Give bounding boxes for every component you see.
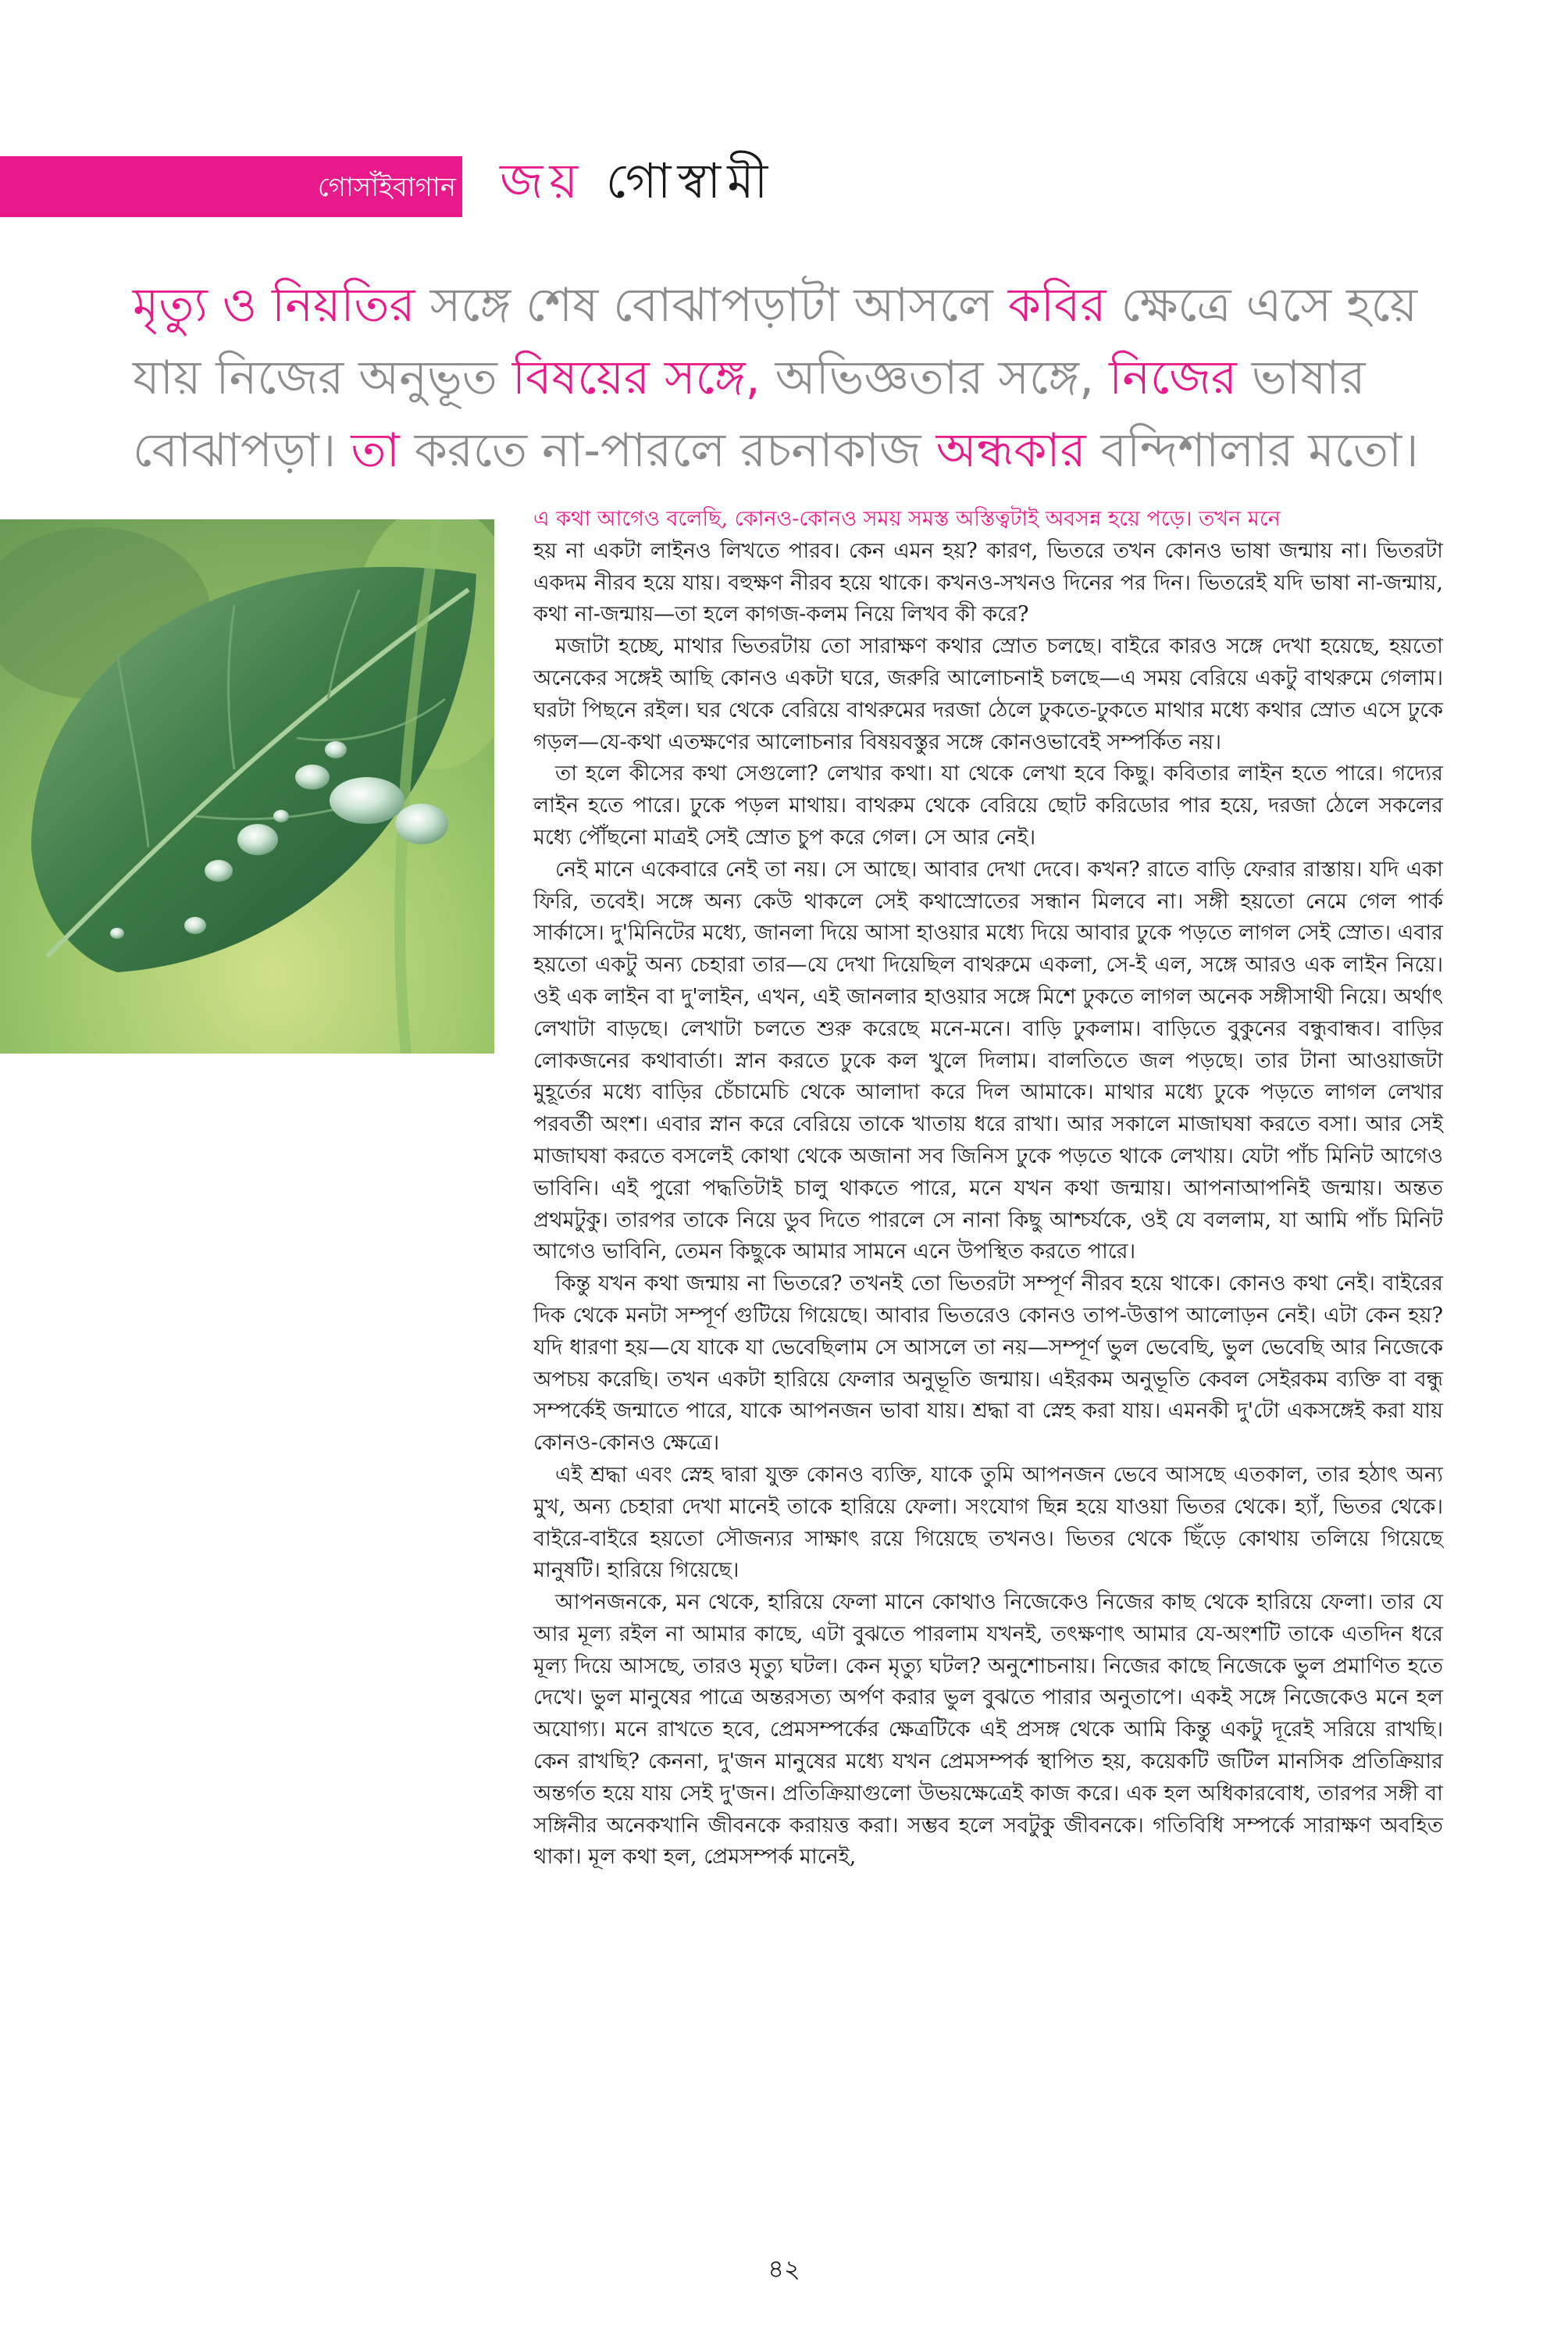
paragraph: হয় না একটা লাইনও লিখতে পারব। কেন এমন হয়? কারণ, ভিতরে তখন কোনও ভাষা জন্মায় না। ভিতরটা একদম নীরব হয়ে যায়। বহুক্ষণ নীরব হয়ে থাকে। কখনও-সখনও দিনের পর দিন। ভিতরেই যদি ভাষা না-জন্মায়, কথা না-জন্মায়—তা হলে কাগজ-কলম নিয়ে লিখব কী করে?	[533, 538, 1443, 627]
paragraph: নেই মানে একেবারে নেই তা নয়। সে আছে। আবার দেখা দেবে। কখন? রাতে বাড়ি ফেরার রাস্তায়। যদি একা ফিরি, তবেই। সঙ্গে অন্য কেউ থাকলে সেই কথাস্রোতের সন্ধান মিলবে না। সঙ্গী হয়তো নেমে গেল পার্ক সার্কাসে। দু'মিনিটের মধ্যে, জানলা দিয়ে আসা হাওয়ার মধ্যে দিয়ে আবার ঢুকে পড়তে লাগল সেই স্রোত। এবার হয়তো একটু অন্য চেহারা তার—যে দেখা দিয়েছিল বাথরুমে একলা, সে-ই এল, সঙ্গে আরও এক লাইন নিয়ে। ওই এক লাইন বা দু'লাইন, এখন, এই জানলার হাওয়ার সঙ্গে মিশে ঢুকতে লাগল অনেক সঙ্গীসাথী নিয়ে। অর্থাৎ লেখাটা বাড়ছে। লেখাটা চলতে শুরু করেছে মনে-মনে। বাড়ি ঢুকলাম। বাড়িতে বুকুনের বন্ধুবান্ধব। বাড়ির লোকজনের কথাবার্তা। স্নান করতে ঢুকে কল খুলে দিলাম। বালতিতে জল পড়ছে। তার টানা আওয়াজটা মুহূর্তের মধ্যে বাড়ির চেঁচামেচি থেকে আলাদা করে দিল আমাকে। মাথার মধ্যে ঢুকে পড়তে লাগল লেখার পরবর্তী অংশ। এবার স্নান করে বেরিয়ে তাকে খাতায় ধরে রাখা। আর সকালে মাজাঘষা করতে বসা। আর সেই মাজাঘষা করতে বসলেই কোথা থেকে অজানা সব জিনিস ঢুকে পড়তে থাকে লেখায়। যেটা পাঁচ মিনিট আগেও ভাবিনি। এই পুরো পদ্ধতিটাই চালু থাকতে পারে, মনে যখন কথা জন্মায়। আপনাআপনিই জন্মায়। অন্তত প্রথমটুকু। তারপর তাকে নিয়ে ডুব দিতে পারলে সে নানা কিছু আশ্চর্যকে, ওই যে বললাম, যা আমি পাঁচ মিনিট আগেও ভাবিনি, তেমন কিছুকে আমার সামনে এনে উপস্থিত করতে পারে।	[533, 857, 1443, 1264]
pull-quote-highlight: মৃত্যু ও নিয়তির	[133, 278, 415, 333]
author-last-name: গোস্বামী	[605, 152, 775, 209]
author-first-name: জয়	[500, 152, 584, 209]
pull-quote-highlight: বিষয়ের সঙ্গে,	[511, 351, 761, 405]
paragraph: মজাটা হচ্ছে, মাথার ভিতরটায় তো সারাক্ষণ কথার স্রোত চলছে। বাইরে কারও সঙ্গে দেখা হয়েছে, হয়তো অনেকের সঙ্গেই আছি কোনও একটা ঘরে, জরুরি আলোচনাই চলছে—এ সময় বেরিয়ে একটু বাথরুমে গেলাম। ঘরটা পিছনে রইল। ঘর থেকে বেরিয়ে বাথরুমের দরজা ঠেলে ঢুকতে-ঢুকতে মাথার মধ্যে কথার স্রোত এসে ঢুকে গড়ল—যে-কথা এতক্ষণের আলোচনার বিষয়বস্তুর সঙ্গে কোনওভাবেই সম্পর্কিত নয়।	[533, 634, 1443, 754]
pull-quote-highlight: কবির	[1007, 278, 1107, 333]
paragraph: কিন্তু যখন কথা জন্মায় না ভিতরে? তখনই তো ভিতরটা সম্পূর্ণ নীরব হয়ে থাকে। কোনও কথা নেই। বাইরের দিক থেকে মনটা সম্পূর্ণ গুটিয়ে গিয়েছে। আবার ভিতরেও কোনও তাপ-উত্তাপ আলোড়ন নেই। এটা কেন হয়? যদি ধারণা হয়—যে যাকে যা ভেবেছিলাম সে আসলে তা নয়—সম্পূর্ণ ভুল ভেবেছি, ভুল ভেবেছি আর নিজেকে অপচয় করেছি। তখন একটা হারিয়ে ফেলার অনুভূতি জন্মায়। এইরকম অনুভূতি কেবল সেইরকম ব্যক্তি বা বন্ধু সম্পর্কেই জন্মাতে পারে, যাকে আপনজন ভাবা যায়। শ্রদ্ধা বা স্নেহ করা যায়। এমনকী দু'টো একসঙ্গেই করা যায় কোনও-কোনও ক্ষেত্রে।	[533, 1271, 1443, 1456]
author-name	[500, 148, 774, 214]
pull-quote-text: করতে না-পারলে রচনাকাজ	[399, 423, 936, 478]
pull-quote-text: সঙ্গে শেষ বোঝাপড়াটা আসলে	[415, 278, 1008, 333]
pull-quote-highlight: নিজের	[1109, 351, 1237, 405]
pull-quote-text: ক্ষেত্রে এসে হয়ে যায় নিজের অনুভূত	[133, 278, 1418, 405]
article-body	[533, 504, 1443, 1874]
pull-quote-text: ভাষার বোঝাপড়া।	[133, 351, 1366, 478]
paragraph: তা হলে কীসের কথা সেগুলো? লেখার কথা। যা থেকে লেখা হবে কিছু। কবিতার লাইন হতে পারে। গদ্যের লাইন হতে পারে। ঢুকে পড়ল মাথায়। বাথরুম থেকে বেরিয়ে ছোট করিডোর পার হয়ে, দরজা ঠেলে সকলের মধ্যে পৌঁছনো মাত্রই সেই স্রোত চুপ করে গেল। সে আর নেই।	[533, 761, 1443, 850]
leaf-photo	[0, 519, 494, 1054]
article-lead-line	[533, 504, 1443, 536]
column-name: গোসাঁইবাগান	[317, 172, 456, 203]
pull-quote-highlight: অন্ধকার	[935, 423, 1086, 478]
pull-quote	[133, 269, 1476, 487]
pull-quote-text: অভিজ্ঞতার সঙ্গে,	[760, 351, 1110, 405]
pull-quote-text: বন্দিশালার মতো।	[1085, 423, 1419, 478]
pull-quote-highlight: তা	[351, 423, 400, 478]
paragraph: আপনজনকে, মন থেকে, হারিয়ে ফেলা মানে কোথাও নিজেকেও নিজের কাছ থেকে হারিয়ে ফেলা। তার যে আর মূল্য রইল না আমার কাছে, এটা বুঝতে পারলাম যখনই, তৎক্ষণাৎ আমার যে-অংশটি তাকে এতদিন ধরে মূল্য দিয়ে আসছে, তারও মৃত্যু ঘটল। কেন মৃত্যু ঘটল? অনুশোচনায়। নিজের কাছে নিজেকে ভুল প্রমাণিত হতে দেখে। ভুল মানুষের পাত্রে অন্তরসত্য অর্পণ করার ভুল বুঝতে পারার অনুতাপে। একই সঙ্গে নিজেকেও মনে হল অযোগ্য। মনে রাখতে হবে, প্রেমসম্পর্কের ক্ষেত্রটিকে এই প্রসঙ্গ থেকে আমি কিন্তু একটু দূরেই সরিয়ে রাখছি। কেন রাখছি? কেননা, দু'জন মানুষের মধ্যে যখন প্রেমসম্পর্ক স্থাপিত হয়, কয়েকটি জটিল মানসিক প্রতিক্রিয়ার অন্তর্গত হয়ে যায় সেই দু'জন। প্রতিক্রিয়াগুলো উভয়ক্ষেত্রেই কাজ করে। এক হল অধিকারবোধ, তারপর সঙ্গী বা সঙ্গিনীর অনেকখানি জীবনকে করায়ত্ত করা। সম্ভব হলে সবটুকু জীবনকে। গতিবিধি সম্পর্কে সারাক্ষণ অবহিত থাকা। মূল কথা হল, প্রেমসম্পর্ক মানেই,	[533, 1590, 1443, 1870]
page-number: ৪২	[768, 2254, 800, 2284]
lead-text: এ কথা আগেও বলেছি, কোনও-কোনও সময় সমস্ত অস্তিত্বটাই অবসন্ন হয়ে পড়ে। তখন মনে	[533, 507, 1281, 531]
paragraph: এই শ্রদ্ধা এবং স্নেহ দ্বারা যুক্ত কোনও ব্যক্তি, যাকে তুমি আপনজন ভেবে আসছে এতকাল, তার হঠাৎ অন্য মুখ, অন্য চেহারা দেখা মানেই তাকে হারিয়ে ফেলা। সংযোগ ছিন্ন হয়ে যাওয়া ভিতর থেকে। হ্যাঁ, ভিতর থেকে। বাইরে-বাইরে হয়তো সৌজন্যর সাক্ষাৎ রয়ে গিয়েছে তখনও। ভিতর থেকে ছিঁড়ে কোথায় তলিয়ে গিয়েছে মানুষটি। হারিয়ে গিয়েছে।	[533, 1462, 1443, 1583]
